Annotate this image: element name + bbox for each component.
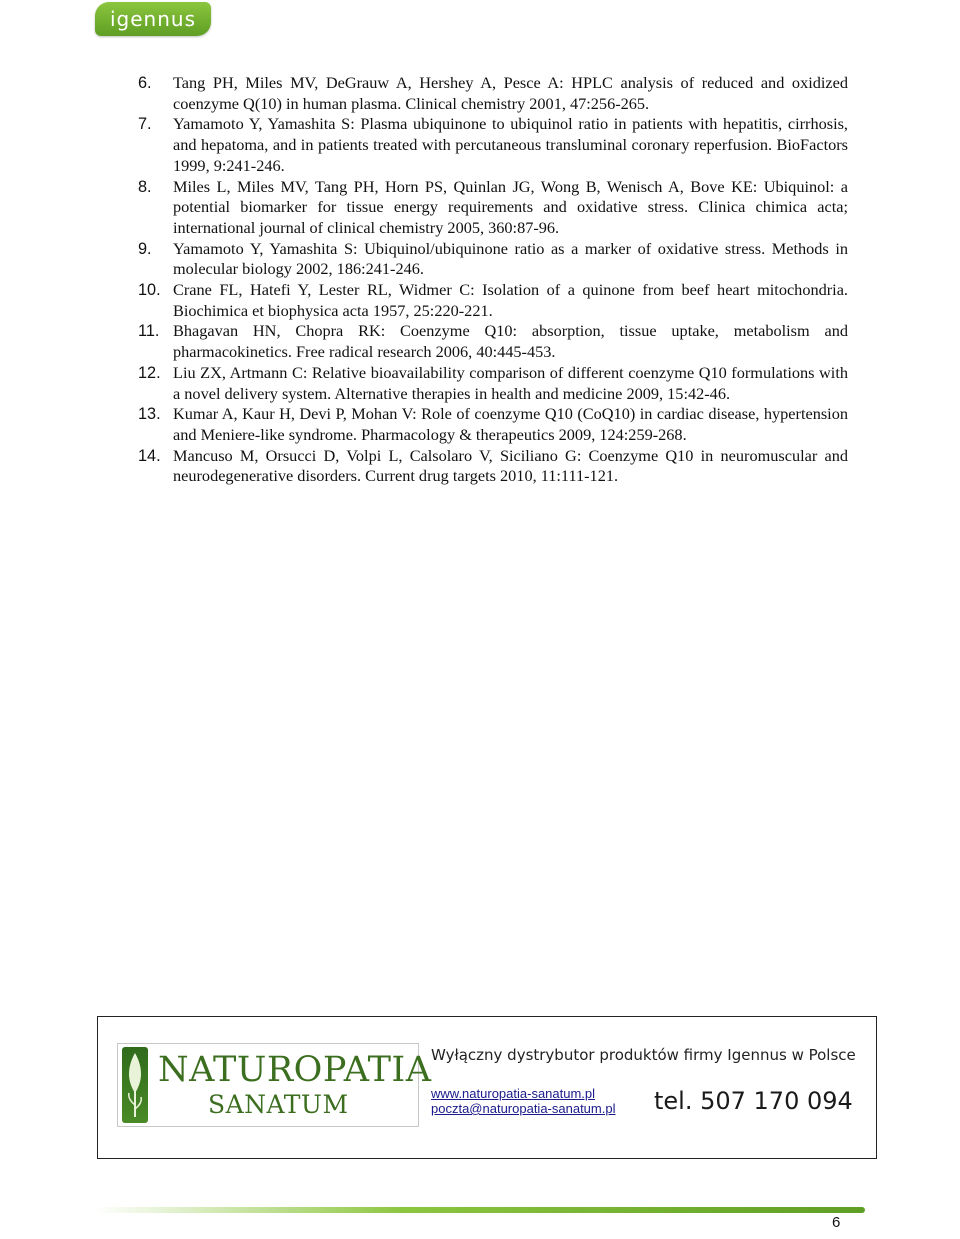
igennus-logo-text: igennus bbox=[109, 7, 196, 31]
reference-number: 12. bbox=[138, 363, 161, 382]
website-link[interactable]: www.naturopatia-sanatum.pl bbox=[431, 1086, 596, 1101]
reference-item bbox=[138, 177, 848, 239]
reference-text: Crane FL, Hatefi Y, Lester RL, Widmer C: Isolation of a quinone from beef heart mitochondria. Biochimica et biophysica acta 1957, 25:220-221. bbox=[173, 280, 848, 320]
distributor-text: Wyłączny dystrybutor produktów firmy Igennus w Polsce bbox=[431, 1046, 856, 1064]
email-link[interactable]: poczta@naturopatia-sanatum.pl bbox=[431, 1101, 616, 1116]
reference-item bbox=[138, 280, 848, 321]
reference-item bbox=[138, 404, 848, 445]
reference-item bbox=[138, 321, 848, 362]
reference-number: 9. bbox=[138, 239, 152, 258]
brand-subtitle: SANATUM bbox=[208, 1090, 349, 1119]
reference-text: Yamamoto Y, Yamashita S: Plasma ubiquinone to ubiquinol ratio in patients with hepatitis, cirrhosis, and hepatoma, and in patients treated with percutaneous transluminal coronary reperfusion. BioFactors 1999, 9:241-246. bbox=[173, 114, 848, 175]
phone-number: tel. 507 170 094 bbox=[654, 1087, 853, 1115]
reference-text: Yamamoto Y, Yamashita S: Ubiquinol/ubiquinone ratio as a marker of oxidative stress. Methods in molecular biology 2002, 186:241-246. bbox=[173, 238, 848, 279]
reference-number: 11. bbox=[138, 322, 160, 341]
reference-list bbox=[138, 73, 848, 487]
reference-text: Kumar A, Kaur H, Devi P, Mohan V: Role of coenzyme Q10 (CoQ10) in cardiac disease, hypertension and Meniere-like syndrome. Pharmacology & therapeutics 2009, 124:259-268. bbox=[173, 404, 848, 444]
reference-text: Mancuso M, Orsucci D, Volpi L, Calsolaro V, Siciliano G: Coenzyme Q10 in neuromuscular and neurodegenerative disorders. Current drug targets 2010, 11:111-121. bbox=[173, 445, 848, 486]
footer-divider bbox=[95, 1207, 865, 1213]
brand-title: NATUROPATIA bbox=[158, 1050, 432, 1090]
leaf-emblem-icon bbox=[122, 1047, 148, 1123]
reference-item bbox=[138, 363, 848, 404]
reference-number: 14. bbox=[138, 446, 161, 465]
reference-item bbox=[138, 446, 848, 487]
distributor-footer bbox=[97, 1016, 877, 1159]
reference-text: Miles L, Miles MV, Tang PH, Horn PS, Quinlan JG, Wong B, Wenisch A, Bove KE: Ubiquinol: a potential biomarker for tissue energy requirements and oxidative stress. Clinica chimica acta; international journal of clinical chemistry 2005, 360:87-96. bbox=[173, 176, 848, 237]
reference-number: 8. bbox=[138, 177, 152, 196]
reference-text: Bhagavan HN, Chopra RK: Coenzyme Q10: absorption, tissue uptake, metabolism and pharmacokinetics. Free radical research 2006, 40:445-453. bbox=[173, 321, 848, 362]
reference-number: 7. bbox=[138, 115, 152, 134]
reference-number: 13. bbox=[138, 405, 161, 424]
page-number: 6 bbox=[832, 1214, 841, 1231]
reference-item bbox=[138, 239, 848, 280]
igennus-logo bbox=[95, 2, 211, 36]
reference-number: 6. bbox=[138, 74, 152, 92]
naturopatia-logo bbox=[117, 1043, 432, 1127]
reference-item bbox=[138, 114, 848, 176]
leaf-emblem-graphic bbox=[122, 1047, 148, 1123]
reference-number: 10. bbox=[138, 281, 161, 300]
reference-item bbox=[138, 73, 848, 114]
reference-text: Tang PH, Miles MV, DeGrauw A, Hershey A, Pesce A: HPLC analysis of reduced and oxidized coenzyme Q(10) in human plasma. Clinical chemistry 2001, 47:256-265. bbox=[173, 73, 848, 113]
reference-text: Liu ZX, Artmann C: Relative bioavailability comparison of different coenzyme Q10 formulations with a novel delivery system. Alternative therapies in health and medicine 2009, 15:42-46. bbox=[173, 362, 848, 403]
